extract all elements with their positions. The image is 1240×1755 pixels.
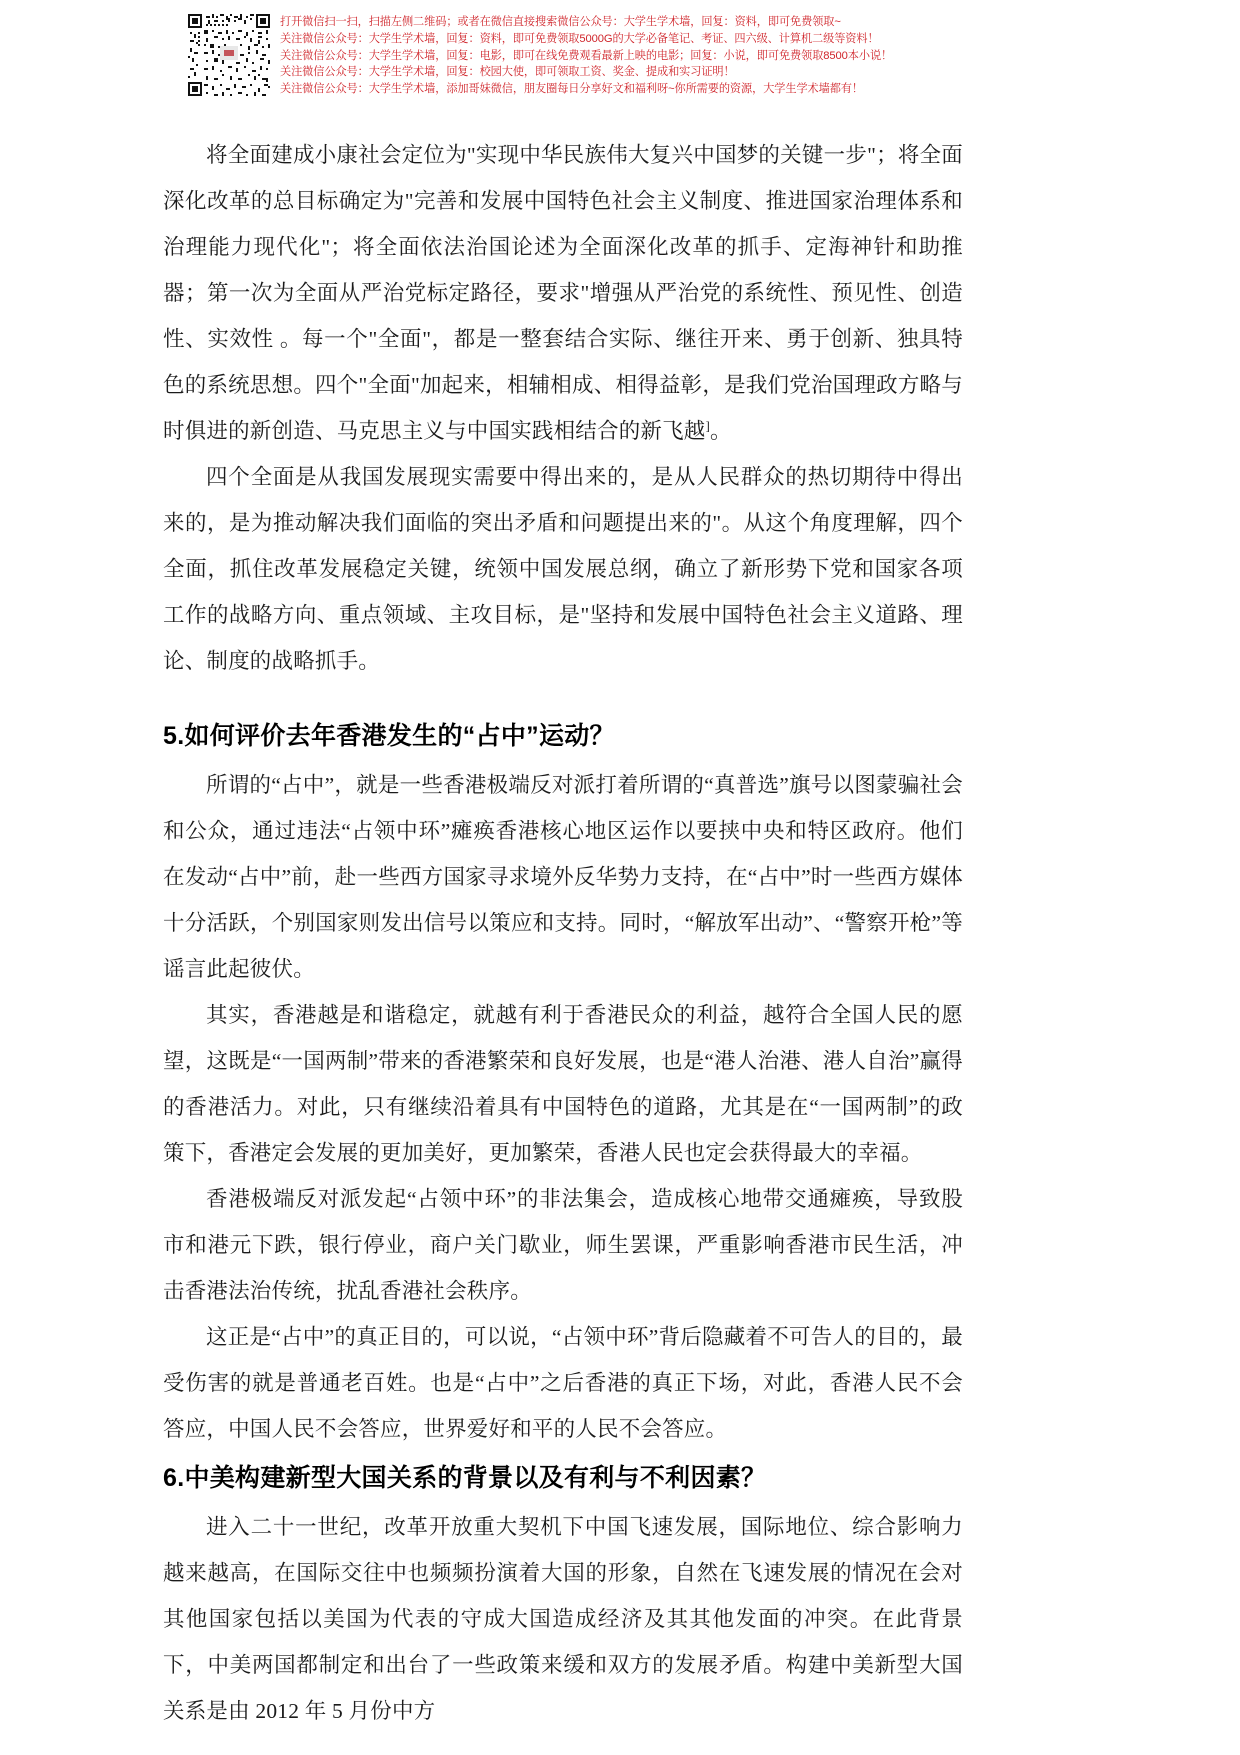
paragraph-text: 将全面建成小康社会定位为"实现中华民族伟大复兴中国梦的关键一步"；将全面深化改革的总目标确定为"完善和发展中国特色社会主义制度、推进国家治理体系和治理能力现代化"；将全面依法治国论述为全面深化改革的抓手、定海神针和助推器；第一次为全面从严治党标定路径，要求"增强从严治党的系统性、预见性、创造性、实效性 。每一个"全面"，都是一整套结合实际、继往开来、勇于创新、独具特色的系统思想。四个"全面"加起来，相辅相成、相得益彰，是我们党治国理政方略与时俱进的新创造、马克思主义与中国实践相结合的新飞越 — [163, 143, 963, 443]
qr-code-icon — [186, 12, 272, 98]
paragraph-s5-1: 所谓的“占中”，就是一些香港极端反对派打着所谓的“真普选”旗号以图蒙骗社会和公众，通过违法“占领中环”瘫痪香港核心地区运作以要挟中央和特区政府。他们在发动“占中”前，赴一些西方国家寻求境外反华势力支持，在“占中”时一些西方媒体十分活跃，个别国家则发出信号以策应和支持。同时，“解放军出动”、“警察开枪”等谣言此起彼伏。 — [163, 773, 963, 981]
heading-section-6: 6.中美构建新型大国关系的背景以及有利与不利因素？ — [163, 1464, 767, 1492]
paragraph-four-comprehensives-2: 四个全面是从我国发展现实需要中得出来的，是从人民群众的热切期待中得出来的，是为推动解决我们面临的突出矛盾和问题提出来的"。从这个角度理解，四个全面，抓住改革发展稳定关键，统领中国发展总纲，确立了新形势下党和国家各项工作的战略方向、重点领域、主攻目标，是"坚持和发展中国特色社会主义道路、理论、制度的战略抓手。 — [163, 465, 963, 673]
document-body — [163, 132, 963, 1734]
promo-line: 打开微信扫一扫，扫描左侧二维码；或者在微信直接搜索微信公众号：大学生学术墙，回复：资料，即可免费领取~ — [280, 16, 841, 28]
paragraph-s6-1: 进入二十一世纪，改革开放重大契机下中国飞速发展，国际地位、综合影响力越来越高，在国际交往中也频频扮演着大国的形象，自然在飞速发展的情况在会对其他国家包括以美国为代表的守成大国造成经济及其其他发面的冲突。在此背景下，中美两国都制定和出台了一些政策来缓和双方的发展矛盾。构建中美新型大国关系是由 2012 年 5 月份中方 — [163, 1515, 963, 1723]
paragraph-s5-4: 这正是“占中”的真正目的，可以说，“占领中环”背后隐藏着不可告人的目的，最受伤害的就是普通老百姓。也是“占中”之后香港的真正下场，对此，香港人民不会答应，中国人民不会答应，世界爱好和平的人民不会答应。 — [163, 1325, 963, 1441]
paragraph-s5-2: 其实，香港越是和谐稳定，就越有利于香港民众的利益，越符合全国人民的愿望，这既是“一国两制”带来的香港繁荣和良好发展，也是“港人治港、港人自治”赢得的香港活力。对此，只有继续沿着具有中国特色的道路，尤其是在“一国两制”的政策下，香港定会发展的更加美好，更加繁荣，香港人民也定会获得最大的幸福。 — [163, 1003, 963, 1165]
promo-line: 关注微信公众号：大学生学术墙，添加哥妹微信，朋友圈每日分享好文和福利呀~你所需要的资源，大学生学术墙都有！ — [280, 83, 863, 96]
paragraph-four-comprehensives-1 — [163, 132, 963, 454]
promo-text-block — [280, 12, 1046, 98]
heading-section-5: 5.如何评价去年香港发生的“占中”运动？ — [163, 722, 615, 750]
paragraph-s5-3: 香港极端反对派发起“占领中环”的非法集会，造成核心地带交通瘫痪，导致股市和港元下跌，银行停业，商户关门歇业，师生罢课，严重影响香港市民生活，冲击香港法治传统，扰乱香港社会秩序。 — [163, 1187, 963, 1303]
promo-line: 关注微信公众号：大学生学术墙，回复：资料，即可免费领取5000G的大学必备笔记、考证、四六级、计算机二级等资料！ — [280, 32, 879, 45]
promo-banner — [186, 12, 1046, 104]
promo-line: 关注微信公众号：大学生学术墙，回复：电影，即可在线免费观看最新上映的电影；回复：小说，即可免费领取8500本小说！ — [280, 49, 893, 62]
paragraph-text-end: 。 — [710, 419, 732, 443]
footnote-marker: ] — [705, 417, 711, 433]
promo-line: 关注微信公众号：大学生学术墙，回复：校园大使，即可领取工资、奖金、提成和实习证明！ — [280, 66, 735, 79]
spacer — [163, 684, 963, 710]
